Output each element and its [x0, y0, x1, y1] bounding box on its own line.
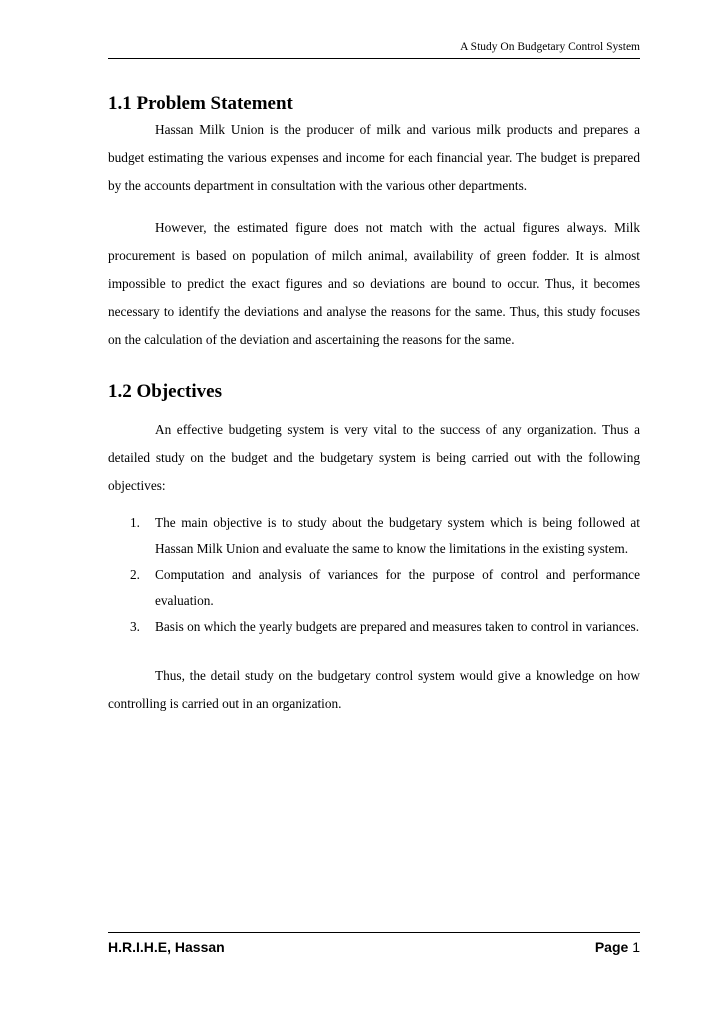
footer-rule: [108, 932, 640, 933]
list-item-number: 2.: [130, 567, 140, 582]
list-item: [108, 614, 640, 640]
list-item-number: 3.: [130, 619, 140, 634]
page-content: [108, 92, 640, 718]
list-item-text: Computation and analysis of variances for the purpose of control and performance evaluation.: [155, 567, 640, 608]
list-item: [108, 562, 640, 614]
page-label: Page: [594, 939, 629, 955]
paragraph: Thus, the detail study on the budgetary control system would give a knowledge on how controlling is carried out in an organization.: [108, 668, 640, 711]
section-heading-objectives: 1.2 Objectives: [108, 381, 222, 402]
list-item: [108, 510, 640, 562]
list-item-number: 1.: [130, 515, 140, 530]
paragraph: However, the estimated figure does not match with the actual figures always. Milk procurement is based on population of milch animal, availability of green fodder. It is almost impossible to predict the exact figures and so deviations are bound to occur. Thus, it becomes necessary to identify the deviations and analyse the reasons for the same. Thus, this study focuses on the calculation of the deviation and ascertaining the reasons for the same.: [108, 220, 640, 347]
section-heading-problem-statement: 1.1 Problem Statement: [108, 93, 293, 114]
footer-institution: H.R.I.H.E, Hassan: [108, 939, 225, 955]
list-item-text: Basis on which the yearly budgets are prepared and measures taken to control in variances.: [155, 619, 640, 634]
list-item-text: The main objective is to study about the budgetary system which is being followed at Hassan Milk Union and evaluate the same to know the limitations in the existing system.: [155, 515, 640, 556]
page-number: 1: [632, 939, 640, 955]
paragraph: An effective budgeting system is very vital to the success of any organization. Thus a detailed study on the budget and the budgetary system is being carried out with the following objectives:: [108, 422, 640, 493]
header-rule: [108, 58, 640, 59]
objectives-list: [108, 510, 640, 640]
paragraph: Hassan Milk Union is the producer of milk and various milk products and prepares a budget estimating the various expenses and income for each financial year. The budget is prepared by the accounts department in consultation with the various other departments.: [108, 122, 640, 193]
footer-page-number: [595, 938, 640, 956]
running-header: A Study On Budgetary Control System: [460, 41, 640, 53]
